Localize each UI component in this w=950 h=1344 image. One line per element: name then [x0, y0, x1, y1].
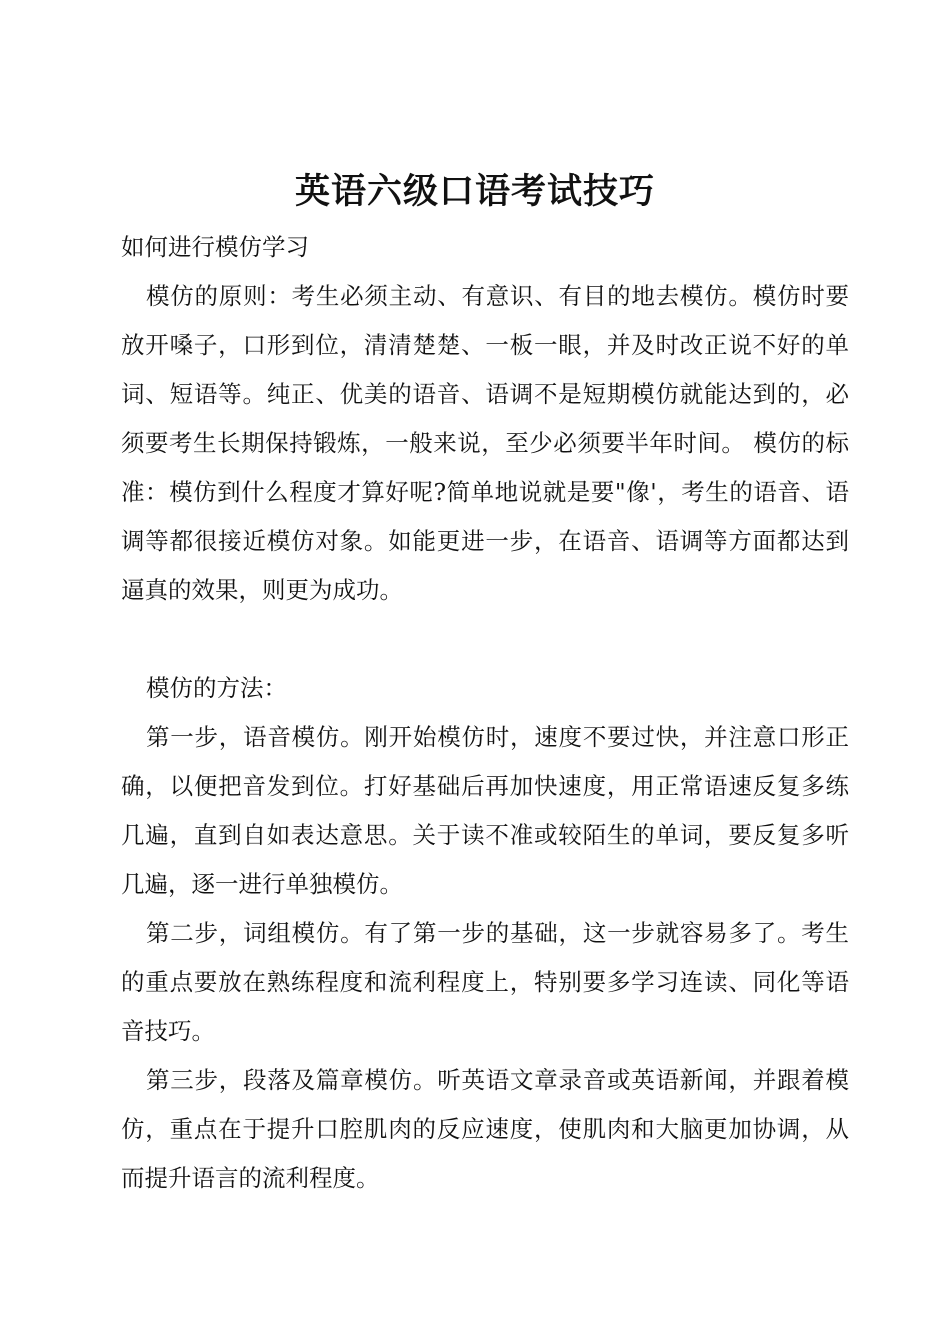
paragraph-gap	[121, 615, 849, 664]
method-heading: 模仿的方法：	[146, 674, 287, 702]
paragraph-step-2: 第二步，词组模仿。有了第一步的基础，这一步就容易多了。考生的重点要放在熟练程度和流利程度上，特别要多学习连读、同化等语音技巧。	[121, 919, 849, 1045]
document-body	[121, 223, 849, 1203]
paragraph-step-3: 第三步，段落及篇章模仿。听英语文章录音或英语新闻，并跟着模仿，重点在于提升口腔肌肉的反应速度，使肌肉和大脑更加协调，从而提升语言的流利程度。	[121, 1066, 849, 1192]
document-title: 英语六级口语考试技巧	[294, 171, 655, 213]
paragraph-principle: 模仿的原则：考生必须主动、有意识、有目的地去模仿。模仿时要放开嗓子，口形到位，清清楚楚、一板一眼，并及时改正说不好的单词、短语等。纯正、优美的语音、语调不是短期模仿就能达到的，必须要考生长期保持锻炼，一般来说，至少必须要半年时间。 模仿的标准：模仿到什么程度才算好呢?简单地说就是要"像'，考生的语音、语调等都很接近模仿对象。如能更进一步，在语音、语调等方面都达到逼真的效果，则更为成功。	[121, 282, 849, 604]
paragraph-step-1: 第一步，语音模仿。刚开始模仿时，速度不要过快，并注意口形正确，以便把音发到位。打好基础后再加快速度，用正常语速反复多练几遍，直到自如表达意思。关于读不准或较陌生的单词，要反复多听几遍，逐一进行单独模仿。	[121, 723, 849, 898]
section-heading: 如何进行模仿学习	[121, 233, 309, 261]
